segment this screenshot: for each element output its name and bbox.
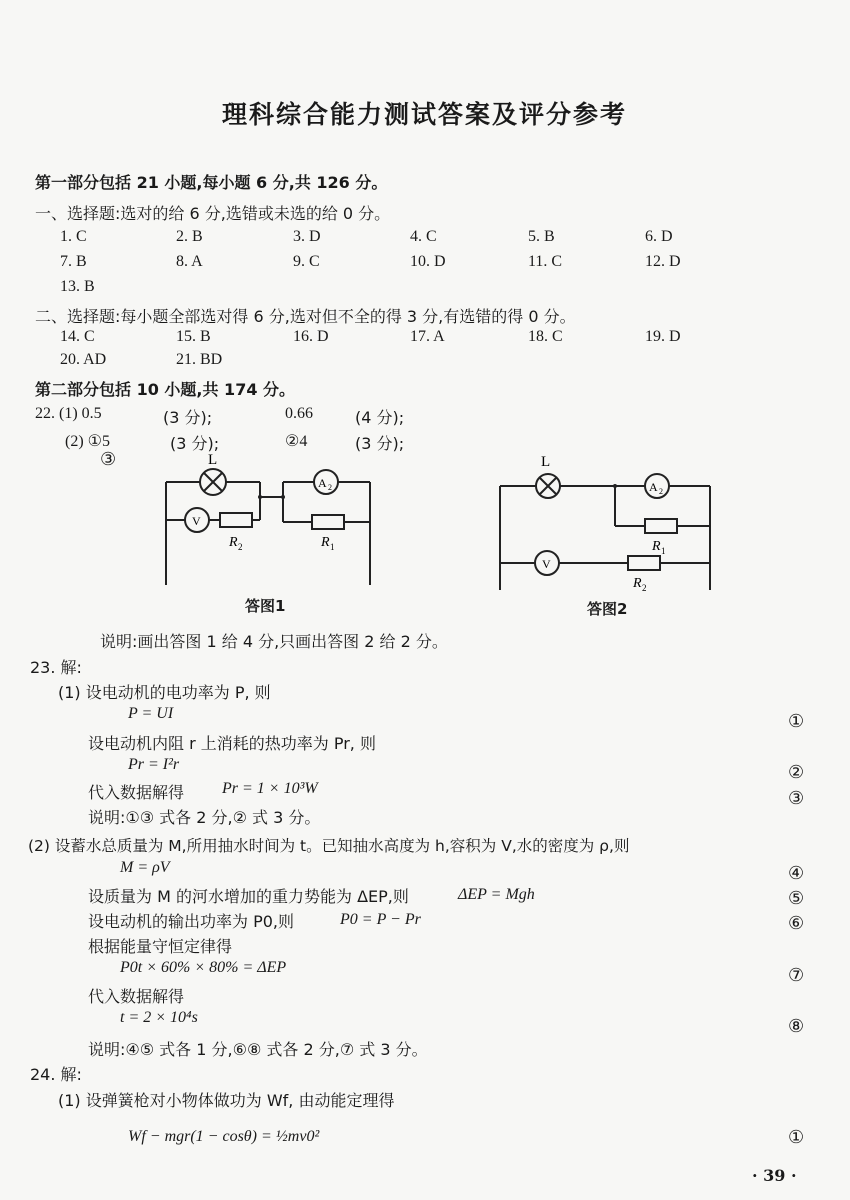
r1-subscript-2: 1 [661, 546, 666, 556]
answer-16: 16. D [293, 328, 329, 345]
answer-4: 4. C [410, 228, 437, 245]
q22-part2-answer: (2) ①5 [65, 433, 110, 450]
voltmeter-label: V [192, 514, 201, 528]
q22-part1-answer: 22. (1) 0.5 [35, 405, 102, 422]
answer-13: 13. B [60, 278, 95, 295]
ammeter-subscript: 2 [328, 483, 332, 492]
q23-eq6: P0 = P − Pr [340, 911, 421, 928]
r2-subscript-2: 2 [642, 583, 647, 593]
r2-label-2: R [633, 576, 642, 591]
answer-19: 19. D [645, 328, 681, 345]
q23-step4: (2) 设蓄水总质量为 M,所用抽水时间为 t。已知抽水高度为 h,容积为 V,水的密度为 ρ,则 [28, 837, 630, 855]
answer-12: 12. D [645, 253, 681, 270]
r1-label-2: R [652, 539, 661, 554]
q23-step3: 代入数据解得 [88, 783, 185, 802]
eq-marker-6: ⑥ [788, 913, 805, 934]
circuit-diagram-2 [490, 450, 720, 595]
q23-note2: 说明:④⑤ 式各 1 分,⑥⑧ 式各 2 分,⑦ 式 3 分。 [88, 1040, 428, 1059]
q22-part2-answer-b: ②4 [285, 433, 308, 450]
part1-heading: 第一部分包括 21 小题,每小题 6 分,共 126 分。 [35, 173, 388, 192]
answer-7: 7. B [60, 253, 87, 270]
answer-5: 5. B [528, 228, 555, 245]
answer-8: 8. A [176, 253, 203, 270]
q23-step1: (1) 设电动机的电功率为 P, 则 [58, 683, 271, 702]
q22-note: 说明:画出答图 1 给 4 分,只画出答图 2 给 2 分。 [100, 632, 448, 651]
lamp-label-2: L [541, 454, 551, 470]
answer-15: 15. B [176, 328, 211, 345]
ammeter-label: A [318, 476, 327, 490]
ammeter-subscript-2: 2 [659, 487, 663, 496]
lamp-label: L [208, 452, 218, 468]
q22-sub3-marker: ③ [100, 449, 117, 470]
answer-6: 6. D [645, 228, 673, 245]
q23-eq3: Pr = 1 × 10³W [222, 780, 318, 797]
r1-label: R [321, 535, 330, 550]
q23-eq2: Pr = I²r [128, 756, 180, 773]
figure2-caption: 答图2 [587, 600, 628, 618]
ammeter-label-2: A [649, 480, 658, 494]
q23-eq7: P0t × 60% × 80% = ΔEP [120, 959, 287, 976]
part2-heading: 第二部分包括 10 小题,共 174 分。 [35, 380, 296, 399]
page-title: 理科综合能力测试答案及评分参考 [222, 100, 628, 129]
answer-1: 1. C [60, 228, 87, 245]
q23-eq1: P = UI [128, 705, 174, 722]
answer-21: 21. BD [176, 351, 223, 368]
section1-instruction: 一、选择题:选对的给 6 分,选错或未选的给 0 分。 [35, 204, 391, 223]
q23-step8: 代入数据解得 [88, 987, 185, 1006]
q23-step2: 设电动机内阻 r 上消耗的热功率为 Pr, 则 [88, 734, 376, 753]
eq-marker-2: ② [788, 762, 805, 783]
q23-step6: 设电动机的输出功率为 P0,则 [88, 912, 295, 931]
q23-step5: 设质量为 M 的河水增加的重力势能为 ΔEP,则 [88, 887, 409, 906]
page-number: · 39 · [752, 1166, 797, 1185]
figure1-caption: 答图1 [245, 597, 286, 615]
eq-marker-3: ③ [788, 788, 805, 809]
r2-subscript: 2 [238, 542, 243, 552]
eq-marker-7: ⑦ [788, 965, 805, 986]
answer-17: 17. A [410, 328, 445, 345]
answer-18: 18. C [528, 328, 563, 345]
eq-marker-9: ① [788, 1127, 805, 1148]
answer-9: 9. C [293, 253, 320, 270]
voltmeter-label-2: V [542, 557, 551, 571]
answer-10: 10. D [410, 253, 446, 270]
q22-part2-score-b: (3 分); [355, 434, 405, 453]
answer-11: 11. C [528, 253, 563, 270]
q22-part1-score-b: (4 分); [355, 408, 405, 427]
answer-14: 14. C [60, 328, 95, 345]
q23-step7: 根据能量守恒定律得 [88, 937, 233, 956]
answer-3: 3. D [293, 228, 321, 245]
q23-note1: 说明:①③ 式各 2 分,② 式 3 分。 [88, 808, 321, 827]
q24-step1: (1) 设弹簧枪对小物体做功为 Wf, 由动能定理得 [58, 1091, 395, 1110]
eq-marker-8: ⑧ [788, 1016, 805, 1037]
eq-marker-5: ⑤ [788, 888, 805, 909]
q22-part1-score: (3 分); [163, 408, 213, 427]
r2-label: R [229, 535, 238, 550]
q23-eq8: t = 2 × 10⁴s [120, 1009, 198, 1026]
q24-eq1: Wf − mgr(1 − cosθ) = ½mv0² [128, 1128, 320, 1145]
section2-instruction: 二、选择题:每小题全部选对得 6 分,选对但不全的得 3 分,有选错的得 0 分。 [35, 307, 576, 326]
q22-part2-score: (3 分); [170, 434, 220, 453]
circuit-diagram-1 [150, 450, 390, 590]
q24-heading: 24. 解: [30, 1065, 82, 1084]
answer-2: 2. B [176, 228, 203, 245]
q23-heading: 23. 解: [30, 658, 82, 677]
r1-subscript: 1 [330, 542, 335, 552]
eq-marker-1: ① [788, 711, 805, 732]
q22-part1-answer-b: 0.66 [285, 405, 313, 422]
eq-marker-4: ④ [788, 863, 805, 884]
q23-eq4: M = ρV [120, 859, 170, 876]
answer-20: 20. AD [60, 351, 107, 368]
q23-eq5: ΔEP = Mgh [458, 886, 535, 903]
